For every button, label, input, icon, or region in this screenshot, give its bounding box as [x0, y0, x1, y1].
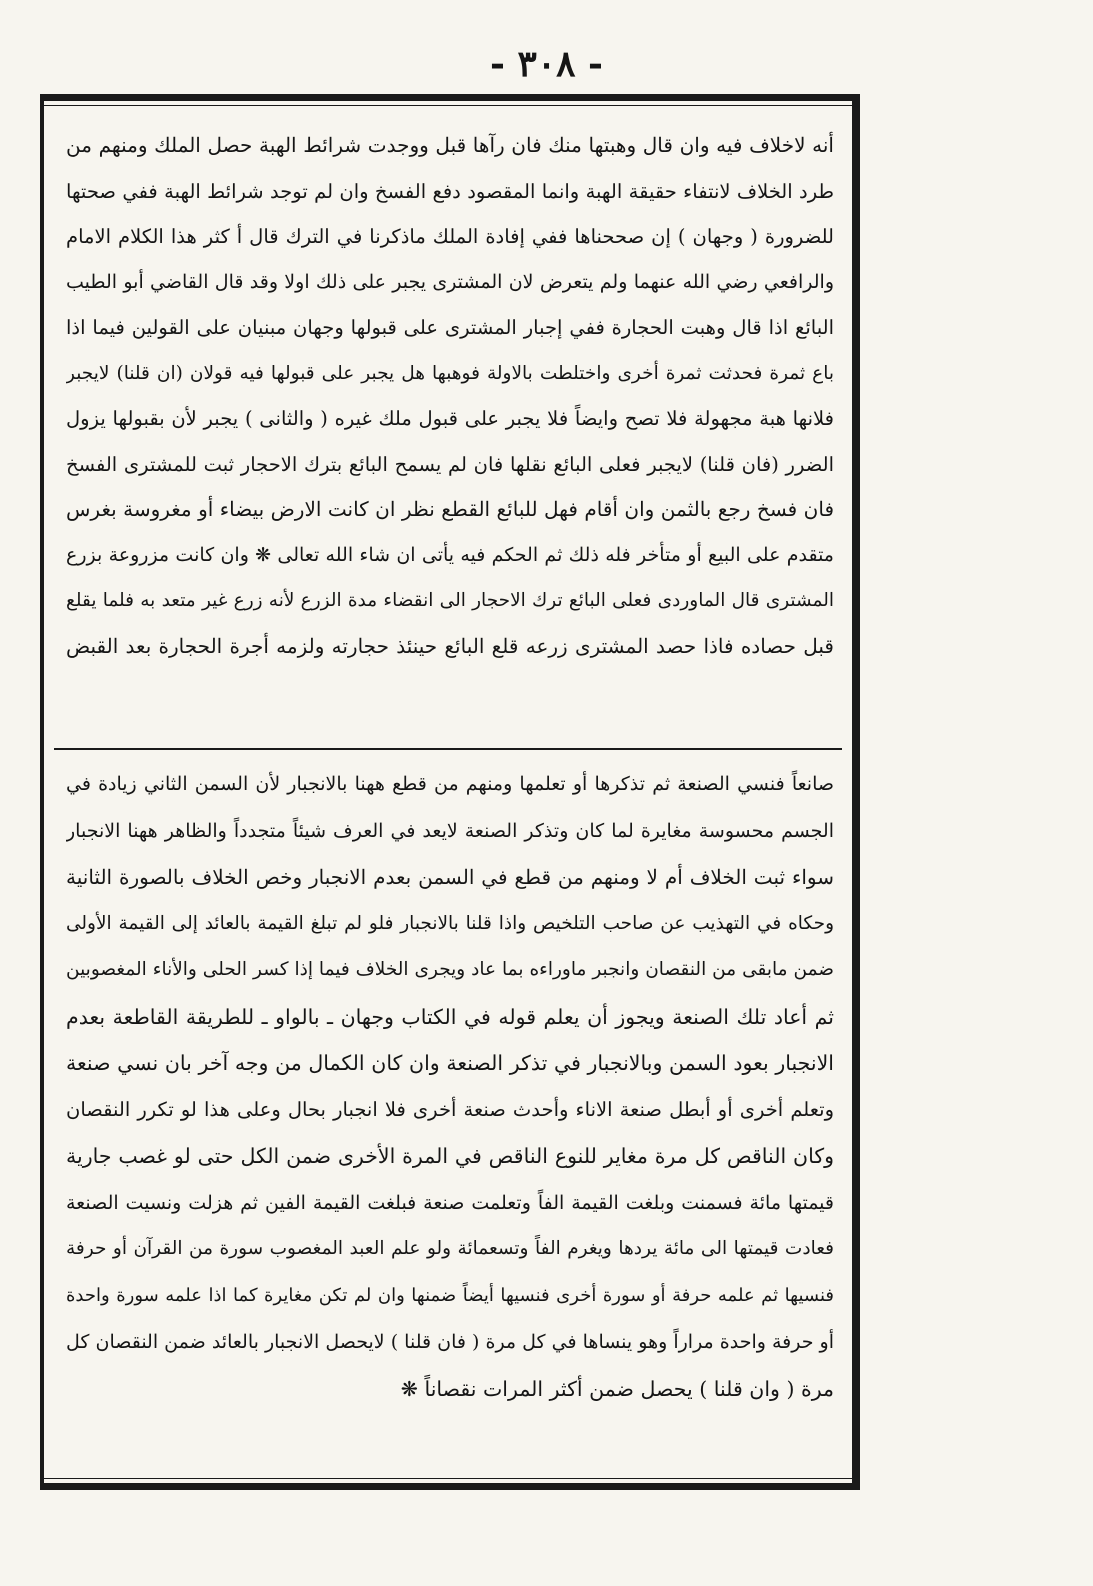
commentary-line: فعادت قيمتها الى مائة يردها ويغرم الفاً وتسعمائة ولو علم العبد المغصوب سورة من القرآن أو حرفة	[66, 1238, 834, 1259]
commentary-line: سواء ثبت الخلاف أم لا ومنهم من قطع في السمن بعدم الانجبار وخص الخلاف بالصورة الثانية	[66, 865, 834, 889]
page-number: - ٣٠٨ -	[490, 43, 603, 85]
commentary-block	[66, 761, 834, 1412]
commentary-line: ثم أعاد تلك الصنعة ويجوز أن يعلم قوله في الكتاب وجهان ـ بالواو ـ للطريقة القاطعة بعدم	[66, 1004, 834, 1029]
main-text-line: أنه لاخلاف فيه وان قال وهبتها منك فان رآها قبل ووجدت شرائط الهبة حصل الملك ومنهم من	[66, 133, 834, 157]
page-frame	[40, 94, 860, 1490]
commentary-line: أو حرفة واحدة مراراً وهو ينساها في كل مرة ( فان قلنا ) لايحصل الانجبار بالعائد ضمن النقصان كل	[66, 1331, 834, 1353]
commentary-line: فنسيها ثم علمه حرفة أو سورة أخرى فنسيها أيضاً ضمنها وان لم تكن مغايرة كما اذا علمه سورة واحدة	[66, 1284, 834, 1306]
commentary-line: صانعاً فنسي الصنعة ثم تذكرها أو تعلمها ومنهم من قطع ههنا بالانجبار لأن السمن الثاني زيادة في	[66, 773, 834, 795]
main-text-line: للضرورة ( وجهان ) إن صححناها ففي إفادة الملك ماذكرنا في الترك قال أ كثر هذا الكلام الامام	[66, 225, 834, 248]
main-text-line: فان فسخ رجع بالثمن وان أقام فهل للبائع القطع نظر ان كانت الارض بيضاء أو مغروسة بغرس	[66, 497, 834, 521]
commentary-line: وتعلم أخرى أو أبطل صنعة الاناء وأحدث صنعة أخرى فلا انجبار بحال وعلى هذا لو تكرر النقصان	[66, 1097, 834, 1121]
commentary-line: وحكاه في التهذيب عن صاحب التلخيص واذا قلنا بالانجبار فلو لم تبلغ القيمة بالعائد إلى القيمة الأولى	[66, 912, 834, 934]
commentary-line: الانجبار بعود السمن وبالانجبار في تذكر الصنعة وان كان الكمال من وجه آخر بان نسي صنعة	[66, 1051, 834, 1075]
main-text-block	[66, 123, 834, 669]
main-text-line: متقدم على البيع أو متأخر فله ذلك ثم الحكم فيه يأتى ان شاء الله تعالى ❋ وان كانت مزروعة بزرع	[66, 543, 834, 566]
commentary-line: وكان الناقص كل مرة مغاير للنوع الناقص في المرة الأخرى ضمن الكل حتى لو غصب جارية	[66, 1144, 834, 1168]
main-text-line: والرافعي رضي الله عنهما ولم يتعرض لان المشترى يجبر على ذلك اولا وقد قال القاضي أبو الطيب	[66, 270, 834, 293]
main-text-line: قبل حصاده فاذا حصد المشترى زرعه قلع البائع حينئذ حجارته ولزمه أجرة الحجارة بعد القبض	[66, 633, 834, 658]
main-text-line: الضرر (فان قلنا) لايجبر فعلى البائع نقلها فان لم يسمح البائع بترك الاحجار ثبت للمشترى الفسخ	[66, 452, 834, 476]
main-text-line: فلانها هبة مجهولة فلا تصح وايضاً فلا يجبر على قبول ملك غيره ( والثانى ) يجبر لأن بقبولها يزول	[66, 407, 834, 430]
main-text-line: باع ثمرة فحدثت ثمرة أخرى واختلطت بالاولة فوهبها هل يجبر على قبولها فيه قولان (ان قلنا) لايجبر	[66, 362, 834, 384]
section-divider	[54, 748, 842, 750]
main-text-line: طرد الخلاف لانتفاء حقيقة الهبة وانما المقصود دفع الفسخ وان لم توجد شرائط الهبة ففي صحتها	[66, 179, 834, 203]
commentary-line: ضمن مابقى من النقصان وانجبر ماوراءه بما عاد ويجرى الخلاف فيما إذا كسر الحلى والأناء المغصوبين	[66, 959, 834, 980]
commentary-line: الجسم محسوسة مغايرة لما كان وتذكر الصنعة لايعد في العرف شيئاً متجدداً والظاهر ههنا الانجبار	[66, 819, 834, 842]
main-text-line: المشترى قال الماوردى فعلى البائع ترك الاحجار الى انقضاء مدة الزرع لأنه زرع غير متعد به فلما يقلع	[66, 590, 834, 611]
commentary-line: قيمتها مائة فسمنت وبلغت القيمة الفاً وتعلمت صنعة فبلغت القيمة الفين ثم هزلت ونسيت الصنعة	[66, 1191, 834, 1214]
commentary-line: مرة ( وان قلنا ) يحصل ضمن أكثر المرات نقصاناً ❋	[400, 1376, 834, 1401]
main-text-line: البائع اذا قال وهبت الحجارة ففي إجبار المشترى على قبولها وجهان مبنيان على القولين فيما اذا	[66, 316, 834, 339]
